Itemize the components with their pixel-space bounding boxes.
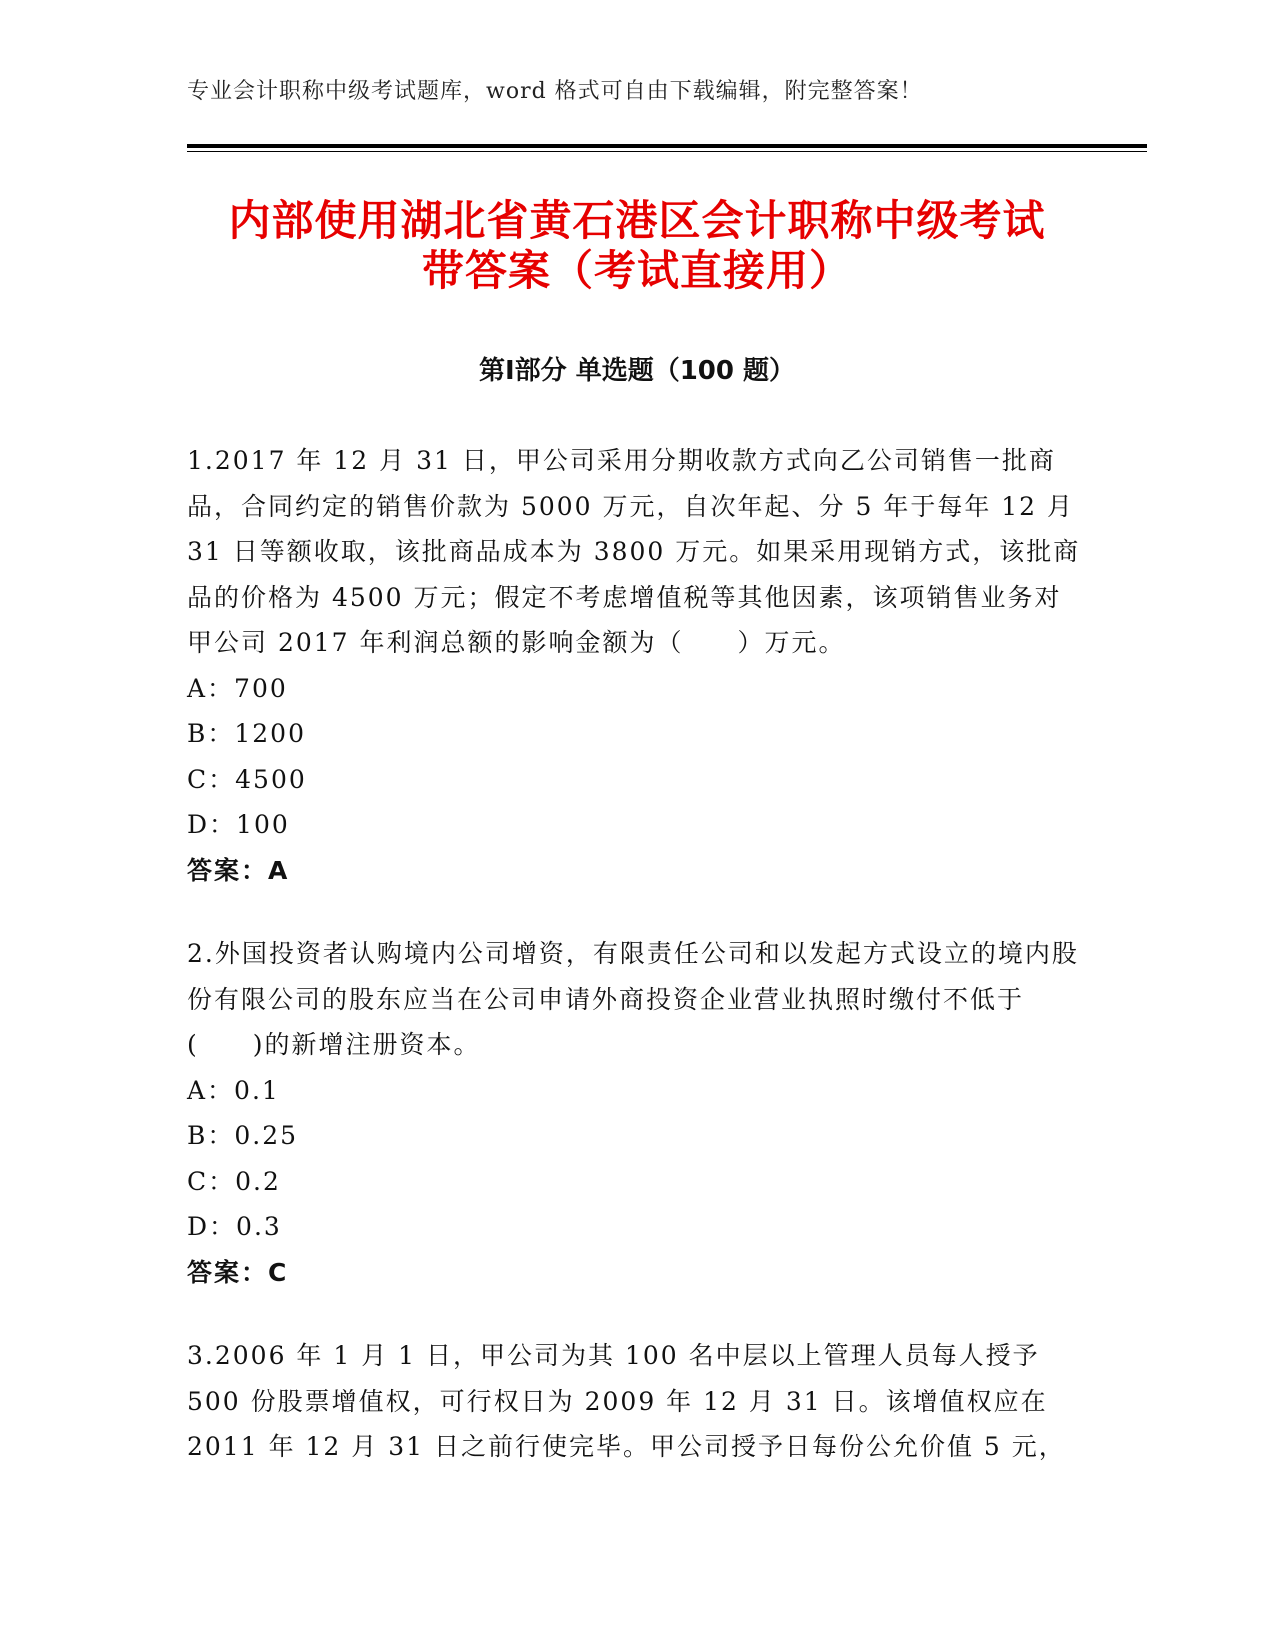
header-rule-thin — [187, 151, 1147, 152]
question-1 — [187, 438, 1087, 893]
option-c: C：4500 — [187, 764, 307, 794]
question-stem: 2.外国投资者认购境内公司增资，有限责任公司和以发起方式设立的境内股份有限公司的股东应当在公司申请外商投资企业营业执照时缴付不低于( )的新增注册资本。 — [187, 939, 1079, 1059]
option-d: D：100 — [187, 810, 290, 839]
header-rule-thick — [187, 144, 1147, 148]
answer: 答案：C — [187, 1257, 289, 1287]
option-d: D：0.3 — [187, 1212, 282, 1241]
question-3 — [187, 1333, 1087, 1470]
option-b: B：1200 — [187, 719, 306, 748]
answer: 答案：A — [187, 855, 290, 885]
question-list — [187, 438, 1087, 1508]
document-title-line-1: 内部使用湖北省黄石港区会计职称中级考试 — [228, 196, 1046, 245]
option-a: A：700 — [187, 673, 288, 703]
option-b: B：0.25 — [187, 1121, 299, 1150]
option-c: C：0.2 — [187, 1166, 281, 1196]
option-a: A：0.1 — [187, 1075, 280, 1105]
header-note: 专业会计职称中级考试题库，word 格式可自由下载编辑，附完整答案！ — [187, 79, 923, 104]
question-2 — [187, 931, 1087, 1295]
document-title — [187, 196, 1087, 296]
section-heading: 第Ⅰ部分 单选题（100 题） — [478, 356, 796, 386]
question-stem: 1.2017 年 12 月 31 日，甲公司采用分期收款方式向乙公司销售一批商品，合同约定的销售价款为 5000 万元，自次年起、分 5 年于每年 12 月 31 日等额收取，该批商品成本为 3800 万元。如果采用现销方式，该批商品的价格为 4500 万元；假定不考虑增值税等其他因素，该项销售业务对甲公司 2017 年利润总额的影响金额为（ ）万元。 — [187, 446, 1081, 657]
document-title-line-2: 带答案（考试直接用） — [421, 246, 852, 295]
question-stem: 3.2006 年 1 月 1 日，甲公司为其 100 名中层以上管理人员每人授予 500 份股票增值权，可行权日为 2009 年 12 月 31 日。该增值权应在 2011 年 12 月 31 日之前行使完毕。甲公司授予日每份公允价值 5 元， — [187, 1341, 1066, 1461]
